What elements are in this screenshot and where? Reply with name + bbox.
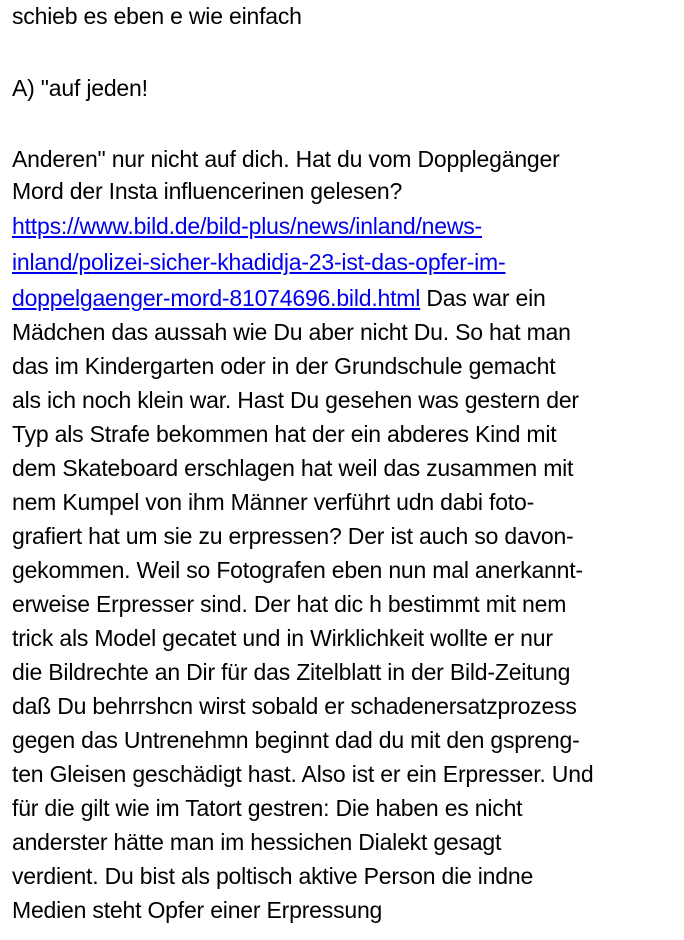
body-line: für die gilt wie im Tatort gestren: Die haben es nicht — [12, 795, 523, 821]
body-line: Mord der Insta influencerinen gelesen? — [12, 178, 403, 204]
body-line: Typ als Strafe bekommen hat der ein abderes Kind mit — [12, 421, 557, 447]
intro-line: schieb es eben e wie einfach — [12, 3, 302, 29]
link-line — [12, 210, 482, 242]
body-line: die Bildrechte an Dir für das Zitelblatt in der Bild-Zeitung — [12, 659, 571, 685]
body-line: Mädchen das aussah wie Du aber nicht Du. So hat man — [12, 319, 571, 345]
body-line: das im Kindergarten oder in der Grundschule gemacht — [12, 353, 556, 379]
body-line: verdient. Du bist als poltisch aktive Person die indne — [12, 863, 534, 889]
body-line: trick als Model gecatet und in Wirklichkeit wollte er nur — [12, 625, 553, 651]
after-link-text: Das war ein — [420, 285, 546, 311]
body-line: anderster hätte man im hessichen Dialekt gesagt — [12, 829, 502, 855]
body-line: daß Du behrrshcn wirst sobald er schadenersatzprozess — [12, 693, 577, 719]
link-line — [12, 246, 505, 278]
body-line: Anderen" nur nicht auf dich. Hat du vom Dopplegänger — [12, 146, 560, 172]
article-link-part-3[interactable]: doppelgaenger-mord-81074696.bild.html — [12, 285, 421, 311]
body-line: Medien steht Opfer einer Erpressung — [12, 897, 383, 923]
body-line: nem Kumpel von ihm Männer verführt udn dabi foto- — [12, 489, 535, 515]
body-line: gekommen. Weil so Fotografen eben nun mal anerkannt- — [12, 557, 583, 583]
body-line: als ich noch klein war. Hast Du gesehen was gestern der — [12, 387, 579, 413]
body-line: erweise Erpresser sind. Der hat dic h bestimmt mit nem — [12, 591, 567, 617]
body-line: dem Skateboard erschlagen hat weil das zusammen mit — [12, 455, 574, 481]
article-link-part-1[interactable]: https://www.bild.de/bild-plus/news/inland/news- — [12, 213, 483, 239]
body-line: ten Gleisen geschädigt hast. Also ist er ein Erpresser. Und — [12, 761, 594, 787]
body-line: grafiert hat um sie zu erpressen? Der ist auch so davon- — [12, 523, 574, 549]
body-line: gegen das Untrenehmn beginnt dad du mit den gspreng- — [12, 727, 580, 753]
link-line — [12, 282, 546, 314]
option-a-line: A) "auf jeden! — [12, 75, 148, 101]
article-link-part-2[interactable]: inland/polizei-sicher-khadidja-23-ist-das-opfer-im- — [12, 249, 506, 275]
